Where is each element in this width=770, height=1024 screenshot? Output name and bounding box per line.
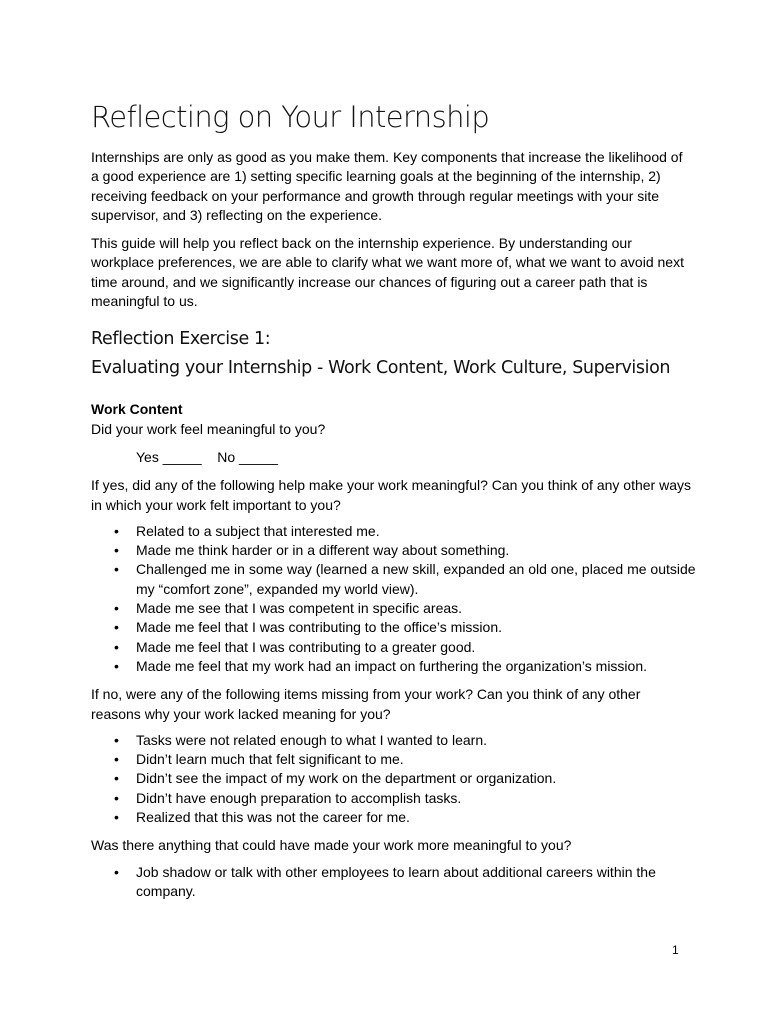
bullet-icon: •: [114, 789, 119, 806]
list-item: • Job shadow or talk with other employees to learn about additional careers within the company.: [114, 863, 656, 899]
list-item: • Challenged me in some way (learned a new skill, expanded an old one, placed me outside my “comfort zone”, expanded my world view).: [114, 561, 696, 597]
question-if-no: If no, were any of the following items missing from your work? Can you think of any other reasons why your work lacked meaning for you?: [91, 686, 641, 722]
bullet-icon: •: [114, 522, 119, 539]
question-more-meaningful: Was there anything that could have made your work more meaningful to you?: [91, 837, 572, 854]
list-item: • Didn’t see the impact of my work on the department or organization.: [91, 769, 696, 788]
list-item: • Made me feel that I was contributing to a greater good.: [91, 638, 696, 657]
list-item: • Realized that this was not the career for me.: [91, 808, 696, 827]
list-item: • Made me see that I was competent in specific areas.: [91, 599, 696, 618]
exercise-subheading: Evaluating your Internship - Work Content, Work Culture, Supervision: [91, 358, 671, 379]
section-label-work-content: Work Content: [91, 401, 183, 418]
bullet-icon: •: [114, 863, 119, 880]
intro-paragraph-2: This guide will help you reflect back on the internship experience. By understanding our workplace preferences, we are able to clarify what we want more of, what we want to avoid next time around, and we significantly increase our chances of figuring out a career path that is meaningful to us.: [91, 235, 684, 310]
bullet-icon: •: [114, 809, 119, 826]
bullet-icon: •: [114, 770, 119, 787]
page-title: Reflecting on Your Internship: [91, 100, 490, 134]
list-item: • Tasks were not related enough to what I wanted to learn.: [91, 731, 696, 750]
list-item: • Related to a subject that interested me.: [91, 522, 696, 541]
bullet-icon: •: [114, 731, 119, 748]
list-item: • Made me feel that I was contributing to the office’s mission.: [91, 618, 696, 637]
yes-no-answer-line: Yes _____ No _____: [136, 448, 278, 465]
list-item: • Didn’t learn much that felt significant to me.: [91, 750, 696, 769]
yes-items-list: [91, 522, 696, 676]
bullet-icon: •: [114, 542, 119, 559]
bullet-icon: •: [114, 561, 119, 578]
more-items-list: [91, 863, 691, 902]
page-number: 1: [672, 943, 679, 957]
list-item: • Didn’t have enough preparation to accomplish tasks.: [91, 789, 696, 808]
question-meaningful: Did your work feel meaningful to you?: [91, 420, 326, 437]
question-if-yes: If yes, did any of the following help make your work meaningful? Can you think of any other ways in which your work felt important to you?: [91, 477, 691, 513]
exercise-heading: Reflection Exercise 1:: [91, 329, 271, 350]
bullet-icon: •: [114, 657, 119, 674]
bullet-icon: •: [114, 638, 119, 655]
bullet-icon: •: [114, 751, 119, 768]
bullet-icon: •: [114, 600, 119, 617]
no-items-list: [91, 731, 691, 827]
list-item: • Made me think harder or in a different way about something.: [91, 541, 696, 560]
list-item: • Made me feel that my work had an impact on furthering the organization’s mission.: [91, 657, 696, 676]
bullet-icon: •: [114, 619, 119, 636]
document-body: [91, 96, 696, 910]
intro-paragraph-1: Internships are only as good as you make them. Key components that increase the likelihood of a good experience are 1) setting specific learning goals at the beginning of the internship, 2) receiving feedback on your performance and growth through regular meetings with your site supervisor, and 3) reflecting on the experience.: [91, 149, 683, 223]
